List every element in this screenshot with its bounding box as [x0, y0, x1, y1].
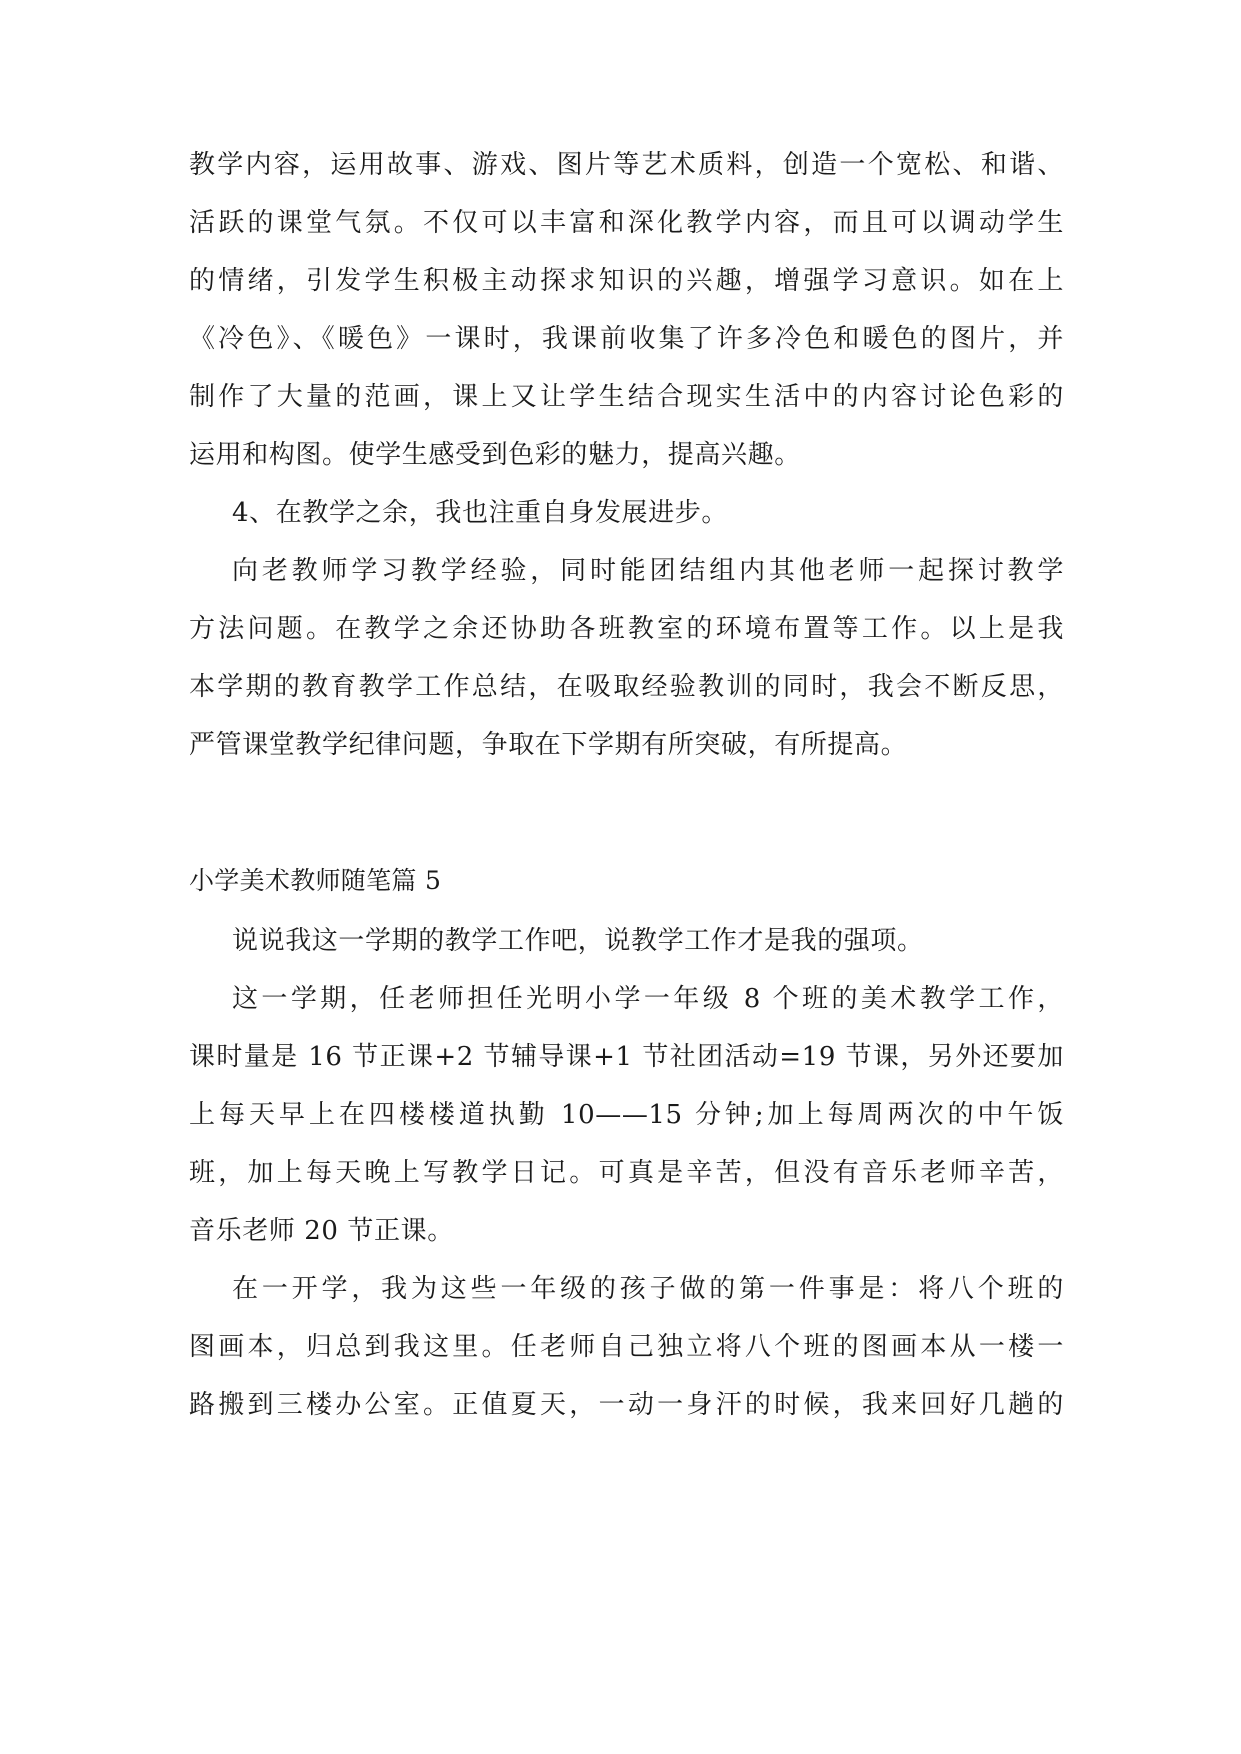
text-line: 路搬到三楼办公室。正值夏天，一动一身汗的时候，我来回好几趟的 [189, 1390, 1064, 1420]
text-line: 《冷色》、《暖色》一课时，我课前收集了许多冷色和暖色的图片，并 [189, 324, 1064, 354]
text-line: 的情绪，引发学生积极主动探求知识的兴趣，增强学习意识。如在上 [189, 266, 1064, 296]
text-line: 课时量是 16 节正课+2 节辅导课+1 节社团活动=19 节课，另外还要加 [189, 1042, 1064, 1072]
text-line: 在一开学，我为这些一年级的孩子做的第一件事是：将八个班的 [232, 1274, 1064, 1304]
text-line: 音乐老师 20 节正课。 [189, 1216, 454, 1246]
text-line: 活跃的课堂气氛。不仅可以丰富和深化教学内容，而且可以调动学生 [189, 208, 1064, 238]
text-line: 方法问题。在教学之余还协助各班教室的环境布置等工作。以上是我 [189, 614, 1064, 644]
text-line: 教学内容，运用故事、游戏、图片等艺术质料，创造一个宽松、和谐、 [189, 150, 1064, 180]
text-line: 严管课堂教学纪律问题，争取在下学期有所突破，有所提高。 [189, 730, 908, 760]
text-line: 制作了大量的范画，课上又让学生结合现实生活中的内容讨论色彩的 [189, 382, 1064, 412]
text-line: 向老教师学习教学经验，同时能团结组内其他老师一起探讨教学 [232, 556, 1064, 586]
text-line: 这一学期，任老师担任光明小学一年级 8 个班的美术教学工作， [232, 984, 1064, 1014]
section-title: 小学美术教师随笔篇 5 [189, 866, 442, 895]
point-4-line: 4、在教学之余，我也注重自身发展进步。 [232, 498, 728, 528]
text-line: 上每天早上在四楼楼道执勤 10——15 分钟;加上每周两次的中午饭 [189, 1100, 1064, 1130]
text-line: 运用和构图。使学生感受到色彩的魅力，提高兴趣。 [189, 440, 801, 470]
text-line: 班，加上每天晚上写教学日记。可真是辛苦，但没有音乐老师辛苦， [189, 1158, 1064, 1188]
text-line: 本学期的教育教学工作总结，在吸取经验教训的同时，我会不断反思， [189, 672, 1064, 702]
text-line: 图画本，归总到我这里。任老师自己独立将八个班的图画本从一楼一 [189, 1332, 1064, 1362]
paragraph-intro: 说说我这一学期的教学工作吧，说教学工作才是我的强项。 [232, 926, 924, 956]
